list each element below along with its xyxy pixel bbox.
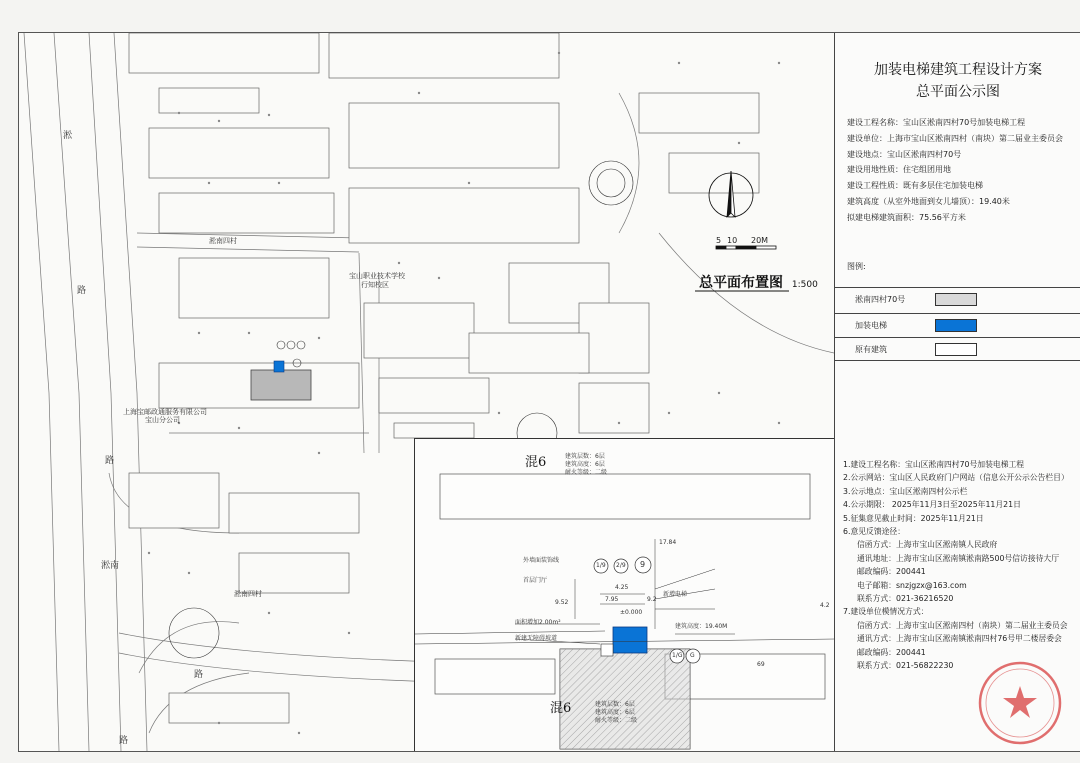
elevation-label: ±0.000 <box>620 609 643 616</box>
notice-line-7a: 信函方式：上海市宝山区淞南四村（南块）第二届业主委员会 <box>857 620 1068 630</box>
grid-1-g: 1/G <box>672 652 683 659</box>
red-seal-stamp <box>975 658 1065 748</box>
road-v2: 路 <box>77 286 87 296</box>
label-facade: 外墙面装饰线 <box>523 557 560 564</box>
height-note: 建筑高度：19.40M <box>675 623 728 630</box>
notice-line-6c: 邮政编码：200441 <box>857 567 926 577</box>
grid-g: G <box>690 652 695 659</box>
plan-title-text: 总平面布置图 <box>699 275 783 291</box>
info-panel <box>835 33 1080 751</box>
notice-line-6a: 信函方式：上海市宝山区淞南镇人民政府 <box>857 540 998 550</box>
dim-4-2: 4.2 <box>820 602 830 609</box>
grid-1-9: 1/9 <box>596 562 606 569</box>
info-builder: 建设单位：上海市宝山区淞南四村（南块）第二届业主委员会 <box>847 133 1063 143</box>
title-line-2: 总平面公示图 <box>916 84 1000 100</box>
notice-line-6: 6.意见反馈途径： <box>843 527 906 537</box>
notice-line-7d: 联系方式：021-56822230 <box>857 661 954 671</box>
school-sub-label: 行知校区 <box>361 281 389 289</box>
road-v3: 淞南 <box>101 561 120 571</box>
notice-line-6d: 电子邮箱：snzjgzx@163.com <box>857 580 967 590</box>
dim-7-95: 7.95 <box>605 596 619 603</box>
notice-line-1: 1.建设工程名称：宝山区淞南四村70号加装电梯工程 <box>843 460 1025 469</box>
legend-swatch-elevator <box>935 319 977 332</box>
notice-line-7: 7.建设单位模情况方式： <box>843 607 929 617</box>
school-label: 宝山职业技术学校 <box>349 272 405 280</box>
info-location: 建设地点：宝山区淞南四村70号 <box>847 149 962 159</box>
scale-bar <box>716 246 776 249</box>
label-ramp: 新建无障碍坡道 <box>515 635 558 642</box>
notice-line-7c: 邮政编码：200441 <box>857 647 926 657</box>
notice-line-6e: 联系方式：021-36216520 <box>857 594 954 604</box>
notice-line-3: 3.公示地点：宝山区淞南四村公示栏 <box>843 486 968 496</box>
scale-label-10: 10 <box>727 236 738 245</box>
grid-2-9: 2/9 <box>616 562 626 569</box>
info-nature: 建设工程性质：既有多层住宅加装电梯 <box>847 181 983 191</box>
scale-label-5: 5 <box>716 236 722 245</box>
legend-label-existing: 原有建筑 <box>855 345 887 354</box>
legend-swatch-existing <box>935 343 977 356</box>
legend-row-building <box>835 287 1080 310</box>
notice-line-7b: 通讯方式：上海市宝山区淞南镇淞南四村76号甲二楼居委会 <box>857 634 1062 644</box>
scale-label-20: 20M <box>751 236 769 245</box>
site-plan-map <box>19 33 835 751</box>
info-height: 建筑高度（从室外地面到女儿墙顶）：19.40米 <box>847 196 1010 206</box>
legend-label-building: 淞南四村70号 <box>855 295 906 304</box>
road-h2: 路 <box>194 670 204 680</box>
legend-row-elevator <box>835 313 1080 336</box>
area-note: 面积增加2.00m² <box>515 619 561 626</box>
plan-ratio: 1:500 <box>791 280 818 290</box>
title-line-1: 加装电梯建筑工程设计方案 <box>874 62 1042 78</box>
info-area: 拟建电梯建筑面积：75.56平方米 <box>847 212 966 222</box>
grid-9: 9 <box>640 560 646 569</box>
target-building-shape <box>251 370 311 400</box>
notice-line-4: 4.公示期限： 2025年11月3日至2025年11月21日 <box>843 500 1021 510</box>
info-project-name: 建设工程名称：宝山区淞南四村70号加装电梯工程 <box>847 118 1026 127</box>
elevator-shape <box>274 361 284 372</box>
new-elevator-note: 新增电梯 <box>663 591 688 598</box>
label-69: 69 <box>757 661 765 668</box>
info-land-use: 建设用地性质：住宅组团用地 <box>847 165 951 175</box>
notice-line-6b: 通讯地址：上海市宝山区淞南镇淞南路500号信访接待大厅 <box>857 553 1060 563</box>
inset-bottom-label: 混6 <box>550 701 572 716</box>
legend-label-elevator: 加装电梯 <box>855 321 887 330</box>
road-label-2: 淞南四村 <box>234 590 262 598</box>
drawing-sheet <box>18 32 1080 752</box>
legend-row-existing <box>835 337 1080 361</box>
notice-line-2: 2.公示网站：宝山区人民政府门户网站（信息公开公示公告栏目） <box>843 473 1069 483</box>
dim-9-52: 9.52 <box>555 599 569 606</box>
inset-bottom-note: 建筑层数：6层 建筑高度：6层 耐火等级：二级 <box>595 701 638 724</box>
detail-inset <box>414 438 835 751</box>
inset-elevator-shape <box>613 627 647 653</box>
company-sub-label: 宝山分公司 <box>145 416 180 424</box>
plan-title <box>699 272 818 292</box>
road-label-1: 淞南四村 <box>209 237 237 245</box>
notice-line-5: 5.征集意见截止时间：2025年11月21日 <box>843 513 984 523</box>
inset-top-label: 混6 <box>525 455 547 470</box>
dim-9-2: 9.2 <box>647 596 657 603</box>
dim-17-84: 17.84 <box>659 539 677 546</box>
dim-4-25: 4.25 <box>615 584 629 591</box>
label-lobby: 首层门厅 <box>523 577 548 584</box>
inset-top-note: 建筑层数：6层 建筑高度：6层 耐火等级：二级 <box>565 453 608 476</box>
notice-block <box>843 458 1069 673</box>
project-info <box>847 115 1063 226</box>
company-label: 上海宝邮政通服务有限公司 <box>123 408 207 416</box>
road-h1: 路 <box>105 456 115 466</box>
legend-swatch-building <box>935 293 977 306</box>
road-v1: 淞 <box>63 131 73 141</box>
road-h3: 路 <box>119 736 129 746</box>
legend-title: 图例: <box>847 262 866 271</box>
